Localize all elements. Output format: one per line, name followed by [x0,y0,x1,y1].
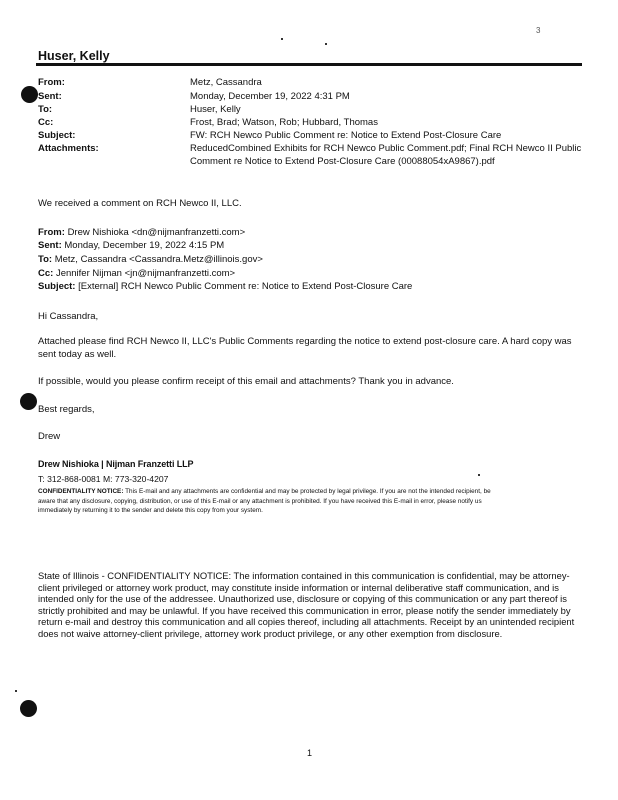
header-value: Frost, Brad; Watson, Rob; Hubbard, Thomas [190,117,378,128]
header-label: Subject: [38,130,76,141]
fwd-cc-value[interactable]: Jennifer Nijman <jn@nijmanfranzetti.com> [55,268,236,279]
punch-hole-middle [20,393,37,410]
fwd-subject-label: Subject: [38,281,76,292]
header-label: Attachments: [38,143,99,154]
header-label: To: [38,104,53,115]
fwd-to [38,254,263,267]
state-confidentiality-notice: State of Illinois - CONFIDENTIALITY NOTICE: The information contained in this communication is confidential, may be attorney-client privileged or attorney work product, may constitute inside information or internal deliberative staff communication, and is intended only for the use of the addressee. Unauthorized use, disclosure or copying of this communication or any part thereof is strictly prohibited and may be unlawful. If you have received this communication in error, please notify the sender immediately by return e-mail and destroy this communication and all copies thereof, including all attachments. Receipt by an unintended recipient does not waive attorney-client privilege, attorney work product privilege, or any other exemption from disclosure. [38,570,575,639]
header-value: Metz, Cassandra [190,77,262,88]
fwd-to-value[interactable]: Metz, Cassandra <Cassandra.Metz@illinois.gov> [54,254,263,265]
header-value: Huser, Kelly [190,104,241,115]
fwd-subject [38,281,412,294]
intro-line: We received a comment on RCH Newco II, LLC. [38,198,242,209]
header-value: FW: RCH Newco Public Comment re: Notice to Extend Post-Closure Care [190,130,502,141]
fwd-sent [38,240,224,253]
header-label: Cc: [38,117,54,128]
fwd-cc [38,268,235,281]
attachments-value[interactable]: ReducedCombined Exhibits for RCH Newco Public Comment.pdf; Final RCH Newco II Public Comment re Notice to Extend Post-Closure Care (00088054xA9867).pdf [190,143,582,167]
signature-phones: T: 312-868-0081 M: 773-320-4207 [38,474,169,484]
header-label: Sent: [38,91,62,102]
scan-speck [478,474,480,476]
fwd-subject-value: [External] RCH Newco Public Comment re: Notice to Extend Post-Closure Care [78,281,413,292]
fwd-from-value[interactable]: Drew Nishioka <dn@nijmanfranzetti.com> [67,227,246,238]
fwd-cc-label: Cc: [38,268,54,279]
page-number-top: 3 [536,26,541,35]
body-paragraph-2: If possible, would you please confirm receipt of this email and attachments? Thank you in advance. [38,376,454,387]
fwd-sent-label: Sent: [38,240,62,251]
notice-label: CONFIDENTIALITY NOTICE: [38,488,124,495]
fwd-sent-value: Monday, December 19, 2022 4:15 PM [64,240,225,251]
greeting: Hi Cassandra, [38,311,99,322]
fwd-from-label: From: [38,227,65,238]
signature-line: Drew Nishioka | Nijman Franzetti LLP [38,459,194,469]
punch-hole-top [21,86,38,103]
header-value: Monday, December 19, 2022 4:31 PM [190,91,350,102]
closing: Best regards, [38,404,95,415]
scan-speck [281,38,283,40]
header-label: From: [38,77,65,88]
header-rule [36,63,582,66]
page-number-bottom: 1 [307,748,313,758]
fwd-from [38,227,245,240]
signature-confidentiality-notice [38,487,498,516]
sender-first-name: Drew [38,431,61,442]
scan-speck [325,43,327,45]
scan-speck [15,690,17,692]
sender-name: Huser, Kelly [38,49,110,63]
body-paragraph-1: Attached please find RCH Newco II, LLC's Public Comments regarding the notice to extend post-closure care. A hard copy was sent today as well. [38,336,572,360]
punch-hole-bottom [20,700,37,717]
fwd-to-label: To: [38,254,53,265]
notice-text: This E-mail and any attachments are confidential and may be protected by legal privilege. If you are not the intended recipient, be aware that any disclosure, copying, distribution, or use of this E-mail or any attachment is prohibited. If you have received this E-mail in error, please notify us immediately by returning it to the sender and delete this copy from your system. [38,488,491,514]
